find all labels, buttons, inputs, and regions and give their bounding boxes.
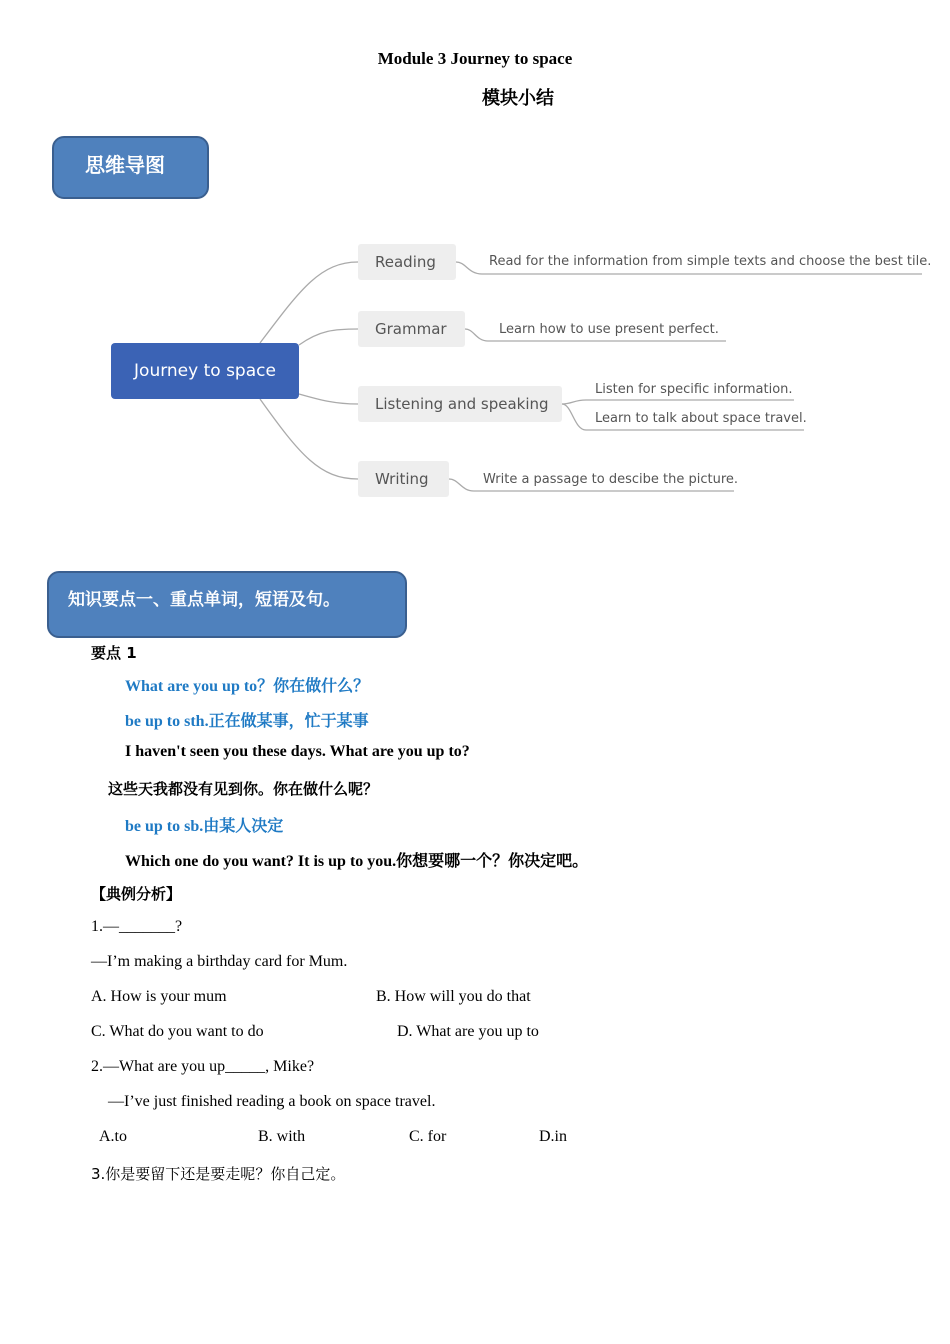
q3-stem: 3.你是要留下还是要走呢？你自己定。 <box>91 1165 346 1183</box>
mindmap-leaf-reading: Read for the information from simple texts and choose the best tile. <box>489 254 932 269</box>
mindmap-node-listening-speaking: Listening and speaking <box>358 386 562 422</box>
q2-reply: —I’ve just finished reading a book on space travel. <box>108 1093 436 1110</box>
q1-option-d: D. What are you up to <box>397 1023 539 1040</box>
mindmap-root: Journey to space <box>111 343 299 399</box>
knowledge-section-label <box>47 571 407 638</box>
point-title: 要点 1 <box>91 644 137 662</box>
phrase-what-are-you-up-to: What are you up to？你在做什么？ <box>125 678 370 695</box>
q2-option-d: D.in <box>539 1128 567 1145</box>
q2-option-b: B. with <box>258 1128 306 1145</box>
page-subtitle: 模块小结 <box>482 88 554 109</box>
mindmap-leaf-listening: Listen for specific information. <box>595 382 793 397</box>
mindmap-leaf-speaking: Learn to talk about space travel. <box>595 411 807 426</box>
q2-option-c: C. for <box>409 1128 447 1145</box>
examples-heading: 【典例分析】 <box>91 885 182 903</box>
q1-option-b: B. How will you do that <box>376 988 531 1005</box>
phrase-be-up-to-sth: be up to sth.正在做某事，忙于某事 <box>125 713 369 730</box>
mindmap-section-text: 思维导图 <box>85 153 165 177</box>
example-sentence-1: I haven't seen you these days. What are you up to? <box>125 743 470 760</box>
mindmap-node-writing: Writing <box>358 461 449 497</box>
mindmap-node-grammar: Grammar <box>358 311 465 347</box>
q1-stem: 1.—_______? <box>91 918 183 935</box>
knowledge-section-text: 知识要点一、重点单词，短语及句。 <box>68 590 340 610</box>
mindmap-leaf-writing: Write a passage to descibe the picture. <box>483 472 739 487</box>
q1-reply: —I’m making a birthday card for Mum. <box>91 953 348 970</box>
mindmap-node-reading: Reading <box>358 244 456 280</box>
example-sentence-2: Which one do you want? It is up to you.你想要哪一个？你决定吧。 <box>125 853 589 870</box>
q2-stem: 2.—What are you up_____, Mike? <box>91 1058 315 1075</box>
q2-option-a: A.to <box>99 1128 127 1145</box>
mindmap-connectors <box>0 0 950 560</box>
q1-option-a: A. How is your mum <box>91 988 227 1005</box>
page-title: Module 3 Journey to space <box>377 49 573 68</box>
mindmap-leaf-grammar: Learn how to use present perfect. <box>499 322 719 337</box>
phrase-be-up-to-sb: be up to sb.由某人决定 <box>125 818 284 835</box>
q1-option-c: C. What do you want to do <box>91 1023 264 1040</box>
example-translation-1: 这些天我都没有见到你。你在做什么呢？ <box>108 780 379 798</box>
